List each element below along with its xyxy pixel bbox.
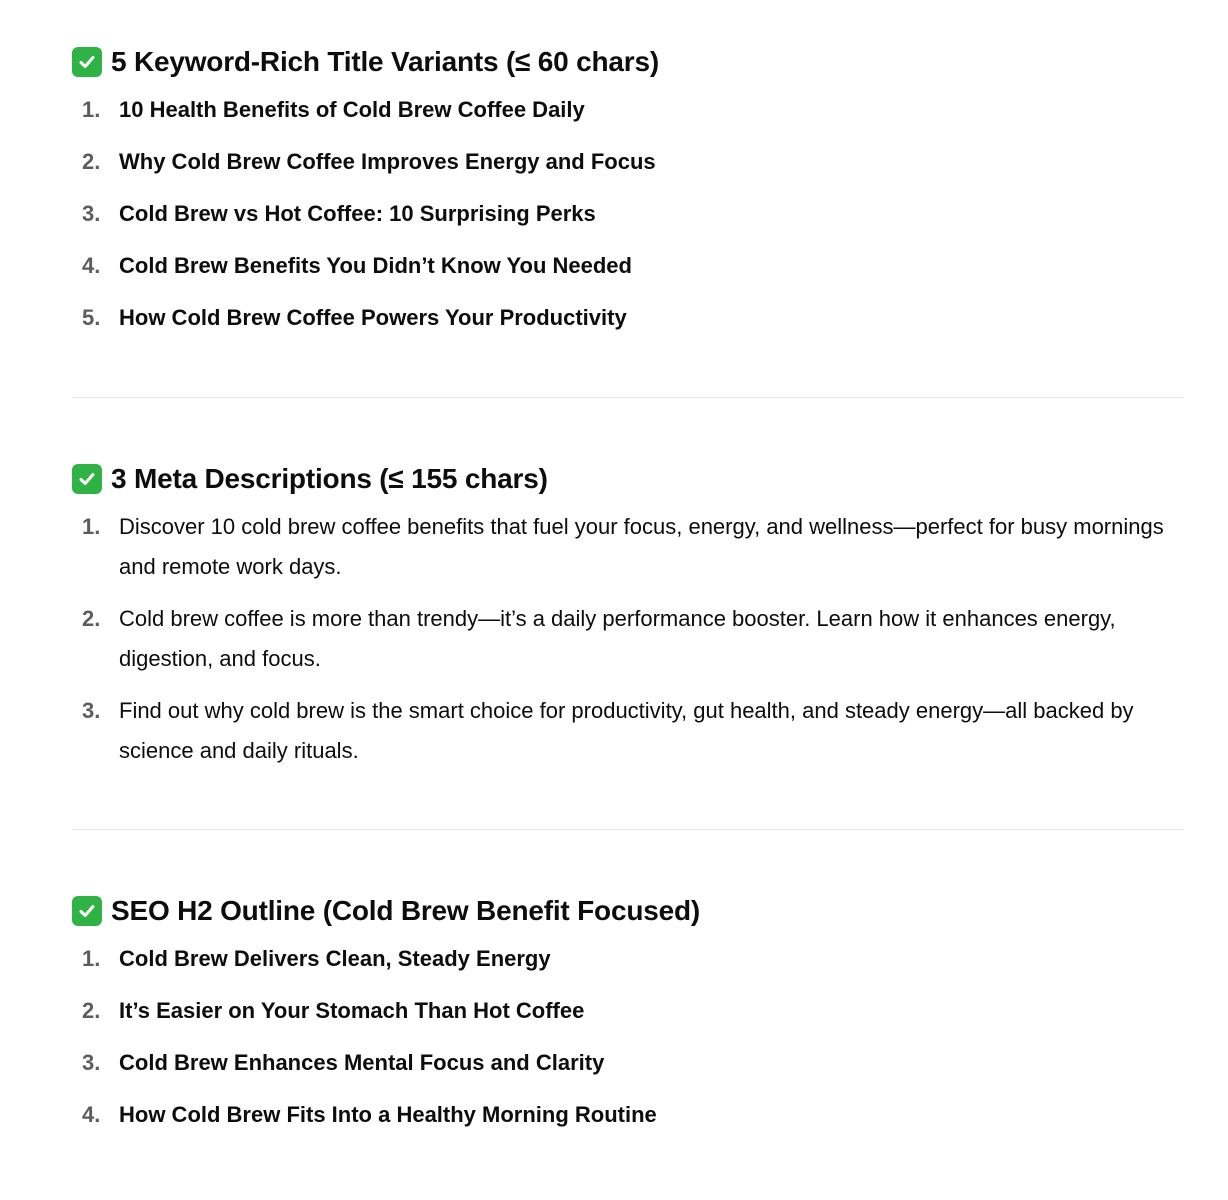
section-heading — [72, 891, 1184, 931]
h2-outline-section — [72, 891, 1184, 1135]
section-title: 5 Keyword-Rich Title Variants (≤ 60 chars) — [111, 46, 659, 77]
list-number: 4. — [82, 253, 101, 278]
list-item-text: How Cold Brew Fits Into a Healthy Morning Routine — [119, 1102, 657, 1127]
list-item — [72, 1043, 1184, 1083]
list-number: 3. — [82, 201, 101, 226]
list-item — [72, 246, 1184, 286]
title-variants-list — [72, 90, 1184, 338]
list-item — [72, 194, 1184, 234]
section-divider — [72, 397, 1184, 398]
list-item-text: It’s Easier on Your Stomach Than Hot Coffee — [119, 998, 585, 1023]
section-divider — [72, 829, 1184, 830]
list-item — [72, 939, 1184, 979]
list-number: 3. — [82, 1050, 101, 1075]
list-item — [72, 298, 1184, 338]
list-number: 1. — [82, 946, 101, 971]
list-number: 2. — [82, 998, 101, 1023]
list-item-text: How Cold Brew Coffee Powers Your Productivity — [119, 305, 627, 330]
section-heading — [72, 42, 1184, 82]
list-item — [72, 991, 1184, 1031]
list-item-text: Cold Brew Delivers Clean, Steady Energy — [119, 946, 551, 971]
list-item — [72, 1095, 1184, 1135]
list-item — [72, 691, 1184, 771]
list-number: 1. — [82, 514, 101, 539]
meta-descriptions-list — [72, 507, 1184, 771]
check-mark-button-icon — [72, 896, 102, 926]
list-item-text: Why Cold Brew Coffee Improves Energy and Focus — [119, 149, 656, 174]
list-number: 1. — [82, 97, 101, 122]
section-title: SEO H2 Outline (Cold Brew Benefit Focused) — [111, 895, 700, 926]
list-item-text: 10 Health Benefits of Cold Brew Coffee Daily — [119, 97, 585, 122]
chat-message-content — [72, 42, 1184, 1135]
check-mark-button-icon — [72, 47, 102, 77]
section-heading — [72, 459, 1184, 499]
list-item-text: Cold Brew vs Hot Coffee: 10 Surprising Perks — [119, 201, 596, 226]
list-item — [72, 142, 1184, 182]
list-item-text: Cold brew coffee is more than trendy—it’s a daily performance booster. Learn how it enhances energy, digestion, and focus. — [119, 606, 1116, 671]
list-number: 3. — [82, 698, 101, 723]
section-title: 3 Meta Descriptions (≤ 155 chars) — [111, 463, 548, 494]
check-mark-button-icon — [72, 464, 102, 494]
list-item-text: Discover 10 cold brew coffee benefits that fuel your focus, energy, and wellness—perfect for busy mornings and remote work days. — [119, 514, 1164, 579]
list-item — [72, 90, 1184, 130]
list-number: 5. — [82, 305, 101, 330]
list-number: 4. — [82, 1102, 101, 1127]
h2-outline-list — [72, 939, 1184, 1135]
list-item-text: Find out why cold brew is the smart choice for productivity, gut health, and steady energy—all backed by science and daily rituals. — [119, 698, 1134, 763]
meta-descriptions-section — [72, 459, 1184, 771]
list-item-text: Cold Brew Enhances Mental Focus and Clarity — [119, 1050, 605, 1075]
list-number: 2. — [82, 149, 101, 174]
list-item — [72, 599, 1184, 679]
list-item-text: Cold Brew Benefits You Didn’t Know You Needed — [119, 253, 632, 278]
list-item — [72, 507, 1184, 587]
list-number: 2. — [82, 606, 101, 631]
title-variants-section — [72, 42, 1184, 338]
